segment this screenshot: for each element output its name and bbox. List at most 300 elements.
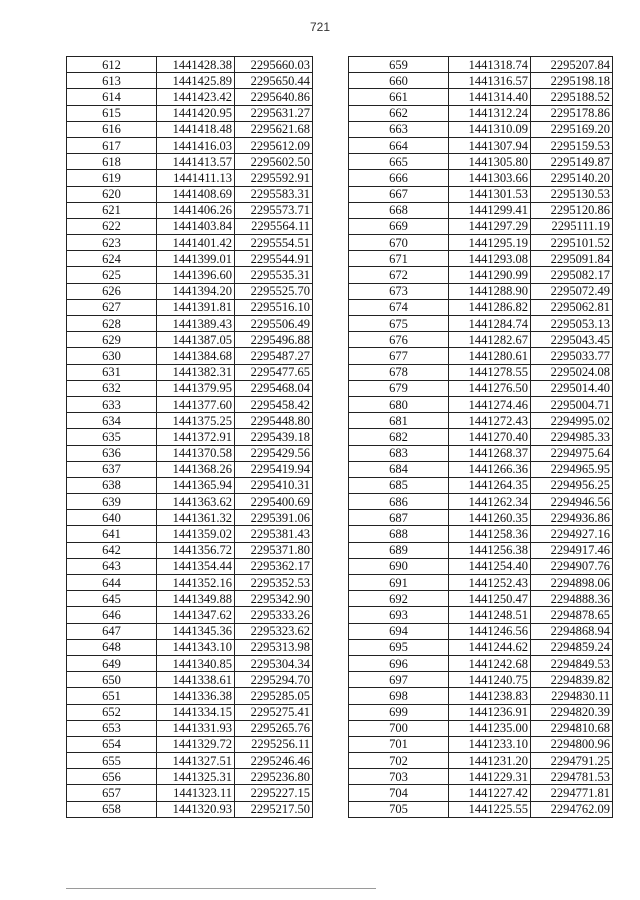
table-row (349, 332, 613, 348)
x-coordinate-cell: 1441266.36 (449, 461, 531, 477)
point-number-cell: 663 (349, 121, 449, 137)
y-coordinate-cell: 2295256.11 (235, 736, 313, 752)
point-number-cell: 633 (67, 396, 157, 412)
table-row (67, 753, 313, 769)
y-coordinate-cell: 2295381.43 (235, 526, 313, 542)
point-number-cell: 669 (349, 218, 449, 234)
point-number-cell: 662 (349, 105, 449, 121)
point-number-cell: 643 (67, 558, 157, 574)
point-number-cell: 666 (349, 170, 449, 186)
point-number-cell: 668 (349, 202, 449, 218)
x-coordinate-cell: 1441375.25 (157, 413, 235, 429)
point-number-cell: 680 (349, 396, 449, 412)
table-row (349, 235, 613, 251)
x-coordinate-cell: 1441250.47 (449, 591, 531, 607)
y-coordinate-cell: 2295265.76 (235, 720, 313, 736)
x-coordinate-cell: 1441423.42 (157, 89, 235, 105)
point-number-cell: 630 (67, 348, 157, 364)
x-coordinate-cell: 1441379.95 (157, 380, 235, 396)
table-row (67, 251, 313, 267)
point-number-cell: 640 (67, 510, 157, 526)
x-coordinate-cell: 1441345.36 (157, 623, 235, 639)
y-coordinate-cell: 2295650.44 (235, 73, 313, 89)
point-number-cell: 626 (67, 283, 157, 299)
table-row (67, 510, 313, 526)
point-number-cell: 647 (67, 623, 157, 639)
coordinates-table-left (66, 56, 313, 818)
x-coordinate-cell: 1441270.40 (449, 429, 531, 445)
x-coordinate-cell: 1441284.74 (449, 316, 531, 332)
table-row (349, 655, 613, 671)
x-coordinate-cell: 1441329.72 (157, 736, 235, 752)
y-coordinate-cell: 2295342.90 (235, 591, 313, 607)
point-number-cell: 631 (67, 364, 157, 380)
y-coordinate-cell: 2295323.62 (235, 623, 313, 639)
table-row (67, 639, 313, 655)
y-coordinate-cell: 2295004.71 (531, 396, 613, 412)
point-number-cell: 694 (349, 623, 449, 639)
y-coordinate-cell: 2294849.53 (531, 655, 613, 671)
table-row (349, 461, 613, 477)
point-number-cell: 637 (67, 461, 157, 477)
y-coordinate-cell: 2295544.91 (235, 251, 313, 267)
x-coordinate-cell: 1441359.02 (157, 526, 235, 542)
coordinates-table-right (348, 56, 613, 818)
table-row (349, 186, 613, 202)
point-number-cell: 646 (67, 607, 157, 623)
x-coordinate-cell: 1441396.60 (157, 267, 235, 283)
y-coordinate-cell: 2295554.51 (235, 235, 313, 251)
x-coordinate-cell: 1441244.62 (449, 639, 531, 655)
x-coordinate-cell: 1441297.29 (449, 218, 531, 234)
y-coordinate-cell: 2295429.56 (235, 445, 313, 461)
table-row (349, 170, 613, 186)
x-coordinate-cell: 1441347.62 (157, 607, 235, 623)
y-coordinate-cell: 2295285.05 (235, 688, 313, 704)
table-row (349, 299, 613, 315)
point-number-cell: 698 (349, 688, 449, 704)
point-number-cell: 614 (67, 89, 157, 105)
point-number-cell: 693 (349, 607, 449, 623)
y-coordinate-cell: 2295033.77 (531, 348, 613, 364)
y-coordinate-cell: 2295333.26 (235, 607, 313, 623)
table-row (67, 477, 313, 493)
x-coordinate-cell: 1441411.13 (157, 170, 235, 186)
point-number-cell: 652 (67, 704, 157, 720)
y-coordinate-cell: 2295178.86 (531, 105, 613, 121)
point-number-cell: 702 (349, 753, 449, 769)
x-coordinate-cell: 1441406.26 (157, 202, 235, 218)
y-coordinate-cell: 2295198.18 (531, 73, 613, 89)
point-number-cell: 615 (67, 105, 157, 121)
point-number-cell: 634 (67, 413, 157, 429)
y-coordinate-cell: 2294771.81 (531, 785, 613, 801)
y-coordinate-cell: 2295304.34 (235, 655, 313, 671)
table-row (349, 137, 613, 153)
y-coordinate-cell: 2295631.27 (235, 105, 313, 121)
table-row (349, 672, 613, 688)
y-coordinate-cell: 2295448.80 (235, 413, 313, 429)
x-coordinate-cell: 1441301.53 (449, 186, 531, 202)
point-number-cell: 701 (349, 736, 449, 752)
x-coordinate-cell: 1441227.42 (449, 785, 531, 801)
point-number-cell: 684 (349, 461, 449, 477)
point-number-cell: 665 (349, 154, 449, 170)
y-coordinate-cell: 2295535.31 (235, 267, 313, 283)
y-coordinate-cell: 2295140.20 (531, 170, 613, 186)
y-coordinate-cell: 2295236.80 (235, 769, 313, 785)
table-row (349, 218, 613, 234)
y-coordinate-cell: 2295149.87 (531, 154, 613, 170)
y-coordinate-cell: 2295352.53 (235, 575, 313, 591)
table-row (67, 785, 313, 801)
point-number-cell: 654 (67, 736, 157, 752)
y-coordinate-cell: 2294820.39 (531, 704, 613, 720)
point-number-cell: 700 (349, 720, 449, 736)
y-coordinate-cell: 2295410.31 (235, 477, 313, 493)
point-number-cell: 677 (349, 348, 449, 364)
x-coordinate-cell: 1441365.94 (157, 477, 235, 493)
y-coordinate-cell: 2295188.52 (531, 89, 613, 105)
y-coordinate-cell: 2295313.98 (235, 639, 313, 655)
point-number-cell: 687 (349, 510, 449, 526)
table-row (349, 73, 613, 89)
point-number-cell: 661 (349, 89, 449, 105)
table-row (67, 526, 313, 542)
point-number-cell: 621 (67, 202, 157, 218)
table-row (349, 154, 613, 170)
point-number-cell: 679 (349, 380, 449, 396)
x-coordinate-cell: 1441399.01 (157, 251, 235, 267)
x-coordinate-cell: 1441293.08 (449, 251, 531, 267)
x-coordinate-cell: 1441236.91 (449, 704, 531, 720)
x-coordinate-cell: 1441323.11 (157, 785, 235, 801)
y-coordinate-cell: 2295496.88 (235, 332, 313, 348)
table-row (67, 380, 313, 396)
y-coordinate-cell: 2295101.52 (531, 235, 613, 251)
x-coordinate-cell: 1441290.99 (449, 267, 531, 283)
y-coordinate-cell: 2295621.68 (235, 121, 313, 137)
table-row (67, 316, 313, 332)
x-coordinate-cell: 1441262.34 (449, 494, 531, 510)
table-row (349, 283, 613, 299)
table-row (349, 607, 613, 623)
table-row (67, 154, 313, 170)
point-number-cell: 627 (67, 299, 157, 315)
point-number-cell: 616 (67, 121, 157, 137)
x-coordinate-cell: 1441391.81 (157, 299, 235, 315)
table-row (349, 364, 613, 380)
x-coordinate-cell: 1441389.43 (157, 316, 235, 332)
y-coordinate-cell: 2295169.20 (531, 121, 613, 137)
table-row (349, 413, 613, 429)
y-coordinate-cell: 2295439.18 (235, 429, 313, 445)
point-number-cell: 685 (349, 477, 449, 493)
y-coordinate-cell: 2294936.86 (531, 510, 613, 526)
table-row (67, 218, 313, 234)
x-coordinate-cell: 1441354.44 (157, 558, 235, 574)
table-row (67, 542, 313, 558)
table-row (67, 121, 313, 137)
point-number-cell: 696 (349, 655, 449, 671)
table-row (67, 235, 313, 251)
y-coordinate-cell: 2294810.68 (531, 720, 613, 736)
x-coordinate-cell: 1441307.94 (449, 137, 531, 153)
table-row (349, 445, 613, 461)
x-coordinate-cell: 1441274.46 (449, 396, 531, 412)
x-coordinate-cell: 1441272.43 (449, 413, 531, 429)
x-coordinate-cell: 1441343.10 (157, 639, 235, 655)
x-coordinate-cell: 1441233.10 (449, 736, 531, 752)
y-coordinate-cell: 2295062.81 (531, 299, 613, 315)
point-number-cell: 641 (67, 526, 157, 542)
table-row (67, 623, 313, 639)
point-number-cell: 670 (349, 235, 449, 251)
point-number-cell: 690 (349, 558, 449, 574)
y-coordinate-cell: 2295660.03 (235, 57, 313, 73)
table-row (67, 267, 313, 283)
x-coordinate-cell: 1441303.66 (449, 170, 531, 186)
x-coordinate-cell: 1441418.48 (157, 121, 235, 137)
point-number-cell: 636 (67, 445, 157, 461)
y-coordinate-cell: 2295391.06 (235, 510, 313, 526)
x-coordinate-cell: 1441334.15 (157, 704, 235, 720)
y-coordinate-cell: 2295053.13 (531, 316, 613, 332)
point-number-cell: 648 (67, 639, 157, 655)
table-row (67, 202, 313, 218)
table-row (67, 89, 313, 105)
point-number-cell: 688 (349, 526, 449, 542)
y-coordinate-cell: 2294878.65 (531, 607, 613, 623)
y-coordinate-cell: 2295072.49 (531, 283, 613, 299)
x-coordinate-cell: 1441240.75 (449, 672, 531, 688)
y-coordinate-cell: 2295014.40 (531, 380, 613, 396)
x-coordinate-cell: 1441363.62 (157, 494, 235, 510)
bottom-divider (66, 888, 376, 889)
y-coordinate-cell: 2295602.50 (235, 154, 313, 170)
x-coordinate-cell: 1441420.95 (157, 105, 235, 121)
table-row (67, 445, 313, 461)
table-row (67, 704, 313, 720)
point-number-cell: 695 (349, 639, 449, 655)
point-number-cell: 638 (67, 477, 157, 493)
y-coordinate-cell: 2295592.91 (235, 170, 313, 186)
y-coordinate-cell: 2295487.27 (235, 348, 313, 364)
x-coordinate-cell: 1441299.41 (449, 202, 531, 218)
table-row (67, 575, 313, 591)
table-row (67, 558, 313, 574)
table-row (349, 316, 613, 332)
point-number-cell: 675 (349, 316, 449, 332)
y-coordinate-cell: 2295207.84 (531, 57, 613, 73)
point-number-cell: 650 (67, 672, 157, 688)
point-number-cell: 617 (67, 137, 157, 153)
x-coordinate-cell: 1441264.35 (449, 477, 531, 493)
point-number-cell: 692 (349, 591, 449, 607)
table-row (67, 720, 313, 736)
x-coordinate-cell: 1441413.57 (157, 154, 235, 170)
point-number-cell: 642 (67, 542, 157, 558)
table-row (349, 769, 613, 785)
table-row (67, 769, 313, 785)
point-number-cell: 660 (349, 73, 449, 89)
point-number-cell: 639 (67, 494, 157, 510)
y-coordinate-cell: 2295477.65 (235, 364, 313, 380)
table-row (349, 121, 613, 137)
y-coordinate-cell: 2294975.64 (531, 445, 613, 461)
table-row (67, 283, 313, 299)
point-number-cell: 656 (67, 769, 157, 785)
y-coordinate-cell: 2295130.53 (531, 186, 613, 202)
x-coordinate-cell: 1441280.61 (449, 348, 531, 364)
x-coordinate-cell: 1441401.42 (157, 235, 235, 251)
point-number-cell: 681 (349, 413, 449, 429)
point-number-cell: 697 (349, 672, 449, 688)
y-coordinate-cell: 2294839.82 (531, 672, 613, 688)
x-coordinate-cell: 1441258.36 (449, 526, 531, 542)
table-row (349, 429, 613, 445)
point-number-cell: 667 (349, 186, 449, 202)
y-coordinate-cell: 2295525.70 (235, 283, 313, 299)
y-coordinate-cell: 2295091.84 (531, 251, 613, 267)
table-row (349, 639, 613, 655)
x-coordinate-cell: 1441305.80 (449, 154, 531, 170)
point-number-cell: 683 (349, 445, 449, 461)
y-coordinate-cell: 2295419.94 (235, 461, 313, 477)
point-number-cell: 657 (67, 785, 157, 801)
table-row (67, 170, 313, 186)
point-number-cell: 620 (67, 186, 157, 202)
point-number-cell: 644 (67, 575, 157, 591)
y-coordinate-cell: 2294956.25 (531, 477, 613, 493)
x-coordinate-cell: 1441387.05 (157, 332, 235, 348)
x-coordinate-cell: 1441282.67 (449, 332, 531, 348)
y-coordinate-cell: 2295468.04 (235, 380, 313, 396)
x-coordinate-cell: 1441356.72 (157, 542, 235, 558)
table-row (67, 736, 313, 752)
point-number-cell: 649 (67, 655, 157, 671)
table-row (349, 380, 613, 396)
x-coordinate-cell: 1441248.51 (449, 607, 531, 623)
point-number-cell: 699 (349, 704, 449, 720)
x-coordinate-cell: 1441318.74 (449, 57, 531, 73)
point-number-cell: 622 (67, 218, 157, 234)
table-row (67, 105, 313, 121)
y-coordinate-cell: 2294888.36 (531, 591, 613, 607)
table-row (349, 801, 613, 817)
table-row (349, 251, 613, 267)
x-coordinate-cell: 1441286.82 (449, 299, 531, 315)
table-row (349, 591, 613, 607)
x-coordinate-cell: 1441252.43 (449, 575, 531, 591)
x-coordinate-cell: 1441320.93 (157, 801, 235, 817)
y-coordinate-cell: 2295294.70 (235, 672, 313, 688)
table-row (67, 413, 313, 429)
point-number-cell: 619 (67, 170, 157, 186)
table-row (349, 494, 613, 510)
y-coordinate-cell: 2295275.41 (235, 704, 313, 720)
y-coordinate-cell: 2295120.86 (531, 202, 613, 218)
point-number-cell: 635 (67, 429, 157, 445)
x-coordinate-cell: 1441238.83 (449, 688, 531, 704)
y-coordinate-cell: 2294917.46 (531, 542, 613, 558)
point-number-cell: 629 (67, 332, 157, 348)
point-number-cell: 624 (67, 251, 157, 267)
y-coordinate-cell: 2295362.17 (235, 558, 313, 574)
x-coordinate-cell: 1441384.68 (157, 348, 235, 364)
y-coordinate-cell: 2294800.96 (531, 736, 613, 752)
table-row (67, 332, 313, 348)
table-row (349, 575, 613, 591)
x-coordinate-cell: 1441235.00 (449, 720, 531, 736)
table-row (349, 202, 613, 218)
x-coordinate-cell: 1441260.35 (449, 510, 531, 526)
table-row (67, 429, 313, 445)
x-coordinate-cell: 1441314.40 (449, 89, 531, 105)
table-row (67, 655, 313, 671)
y-coordinate-cell: 2295516.10 (235, 299, 313, 315)
y-coordinate-cell: 2294868.94 (531, 623, 613, 639)
point-number-cell: 672 (349, 267, 449, 283)
x-coordinate-cell: 1441377.60 (157, 396, 235, 412)
table-row (67, 461, 313, 477)
table-row (67, 396, 313, 412)
y-coordinate-cell: 2294907.76 (531, 558, 613, 574)
point-number-cell: 703 (349, 769, 449, 785)
table-row (349, 89, 613, 105)
x-coordinate-cell: 1441352.16 (157, 575, 235, 591)
point-number-cell: 628 (67, 316, 157, 332)
x-coordinate-cell: 1441372.91 (157, 429, 235, 445)
point-number-cell: 691 (349, 575, 449, 591)
y-coordinate-cell: 2295024.08 (531, 364, 613, 380)
page-number: 721 (309, 20, 331, 34)
point-number-cell: 676 (349, 332, 449, 348)
point-number-cell: 673 (349, 283, 449, 299)
table-row (67, 348, 313, 364)
y-coordinate-cell: 2295082.17 (531, 267, 613, 283)
x-coordinate-cell: 1441276.50 (449, 380, 531, 396)
x-coordinate-cell: 1441256.38 (449, 542, 531, 558)
x-coordinate-cell: 1441382.31 (157, 364, 235, 380)
point-number-cell: 653 (67, 720, 157, 736)
table-row (67, 672, 313, 688)
y-coordinate-cell: 2294965.95 (531, 461, 613, 477)
table-row (67, 186, 313, 202)
x-coordinate-cell: 1441278.55 (449, 364, 531, 380)
x-coordinate-cell: 1441361.32 (157, 510, 235, 526)
table-row (67, 73, 313, 89)
table-row (67, 57, 313, 73)
x-coordinate-cell: 1441408.69 (157, 186, 235, 202)
x-coordinate-cell: 1441310.09 (449, 121, 531, 137)
table-row (67, 607, 313, 623)
table-row (349, 510, 613, 526)
x-coordinate-cell: 1441225.55 (449, 801, 531, 817)
point-number-cell: 664 (349, 137, 449, 153)
x-coordinate-cell: 1441268.37 (449, 445, 531, 461)
point-number-cell: 651 (67, 688, 157, 704)
table-row (349, 396, 613, 412)
point-number-cell: 623 (67, 235, 157, 251)
y-coordinate-cell: 2294830.11 (531, 688, 613, 704)
table-row (349, 267, 613, 283)
y-coordinate-cell: 2295227.15 (235, 785, 313, 801)
y-coordinate-cell: 2295043.45 (531, 332, 613, 348)
x-coordinate-cell: 1441231.20 (449, 753, 531, 769)
y-coordinate-cell: 2295371.80 (235, 542, 313, 558)
y-coordinate-cell: 2294762.09 (531, 801, 613, 817)
